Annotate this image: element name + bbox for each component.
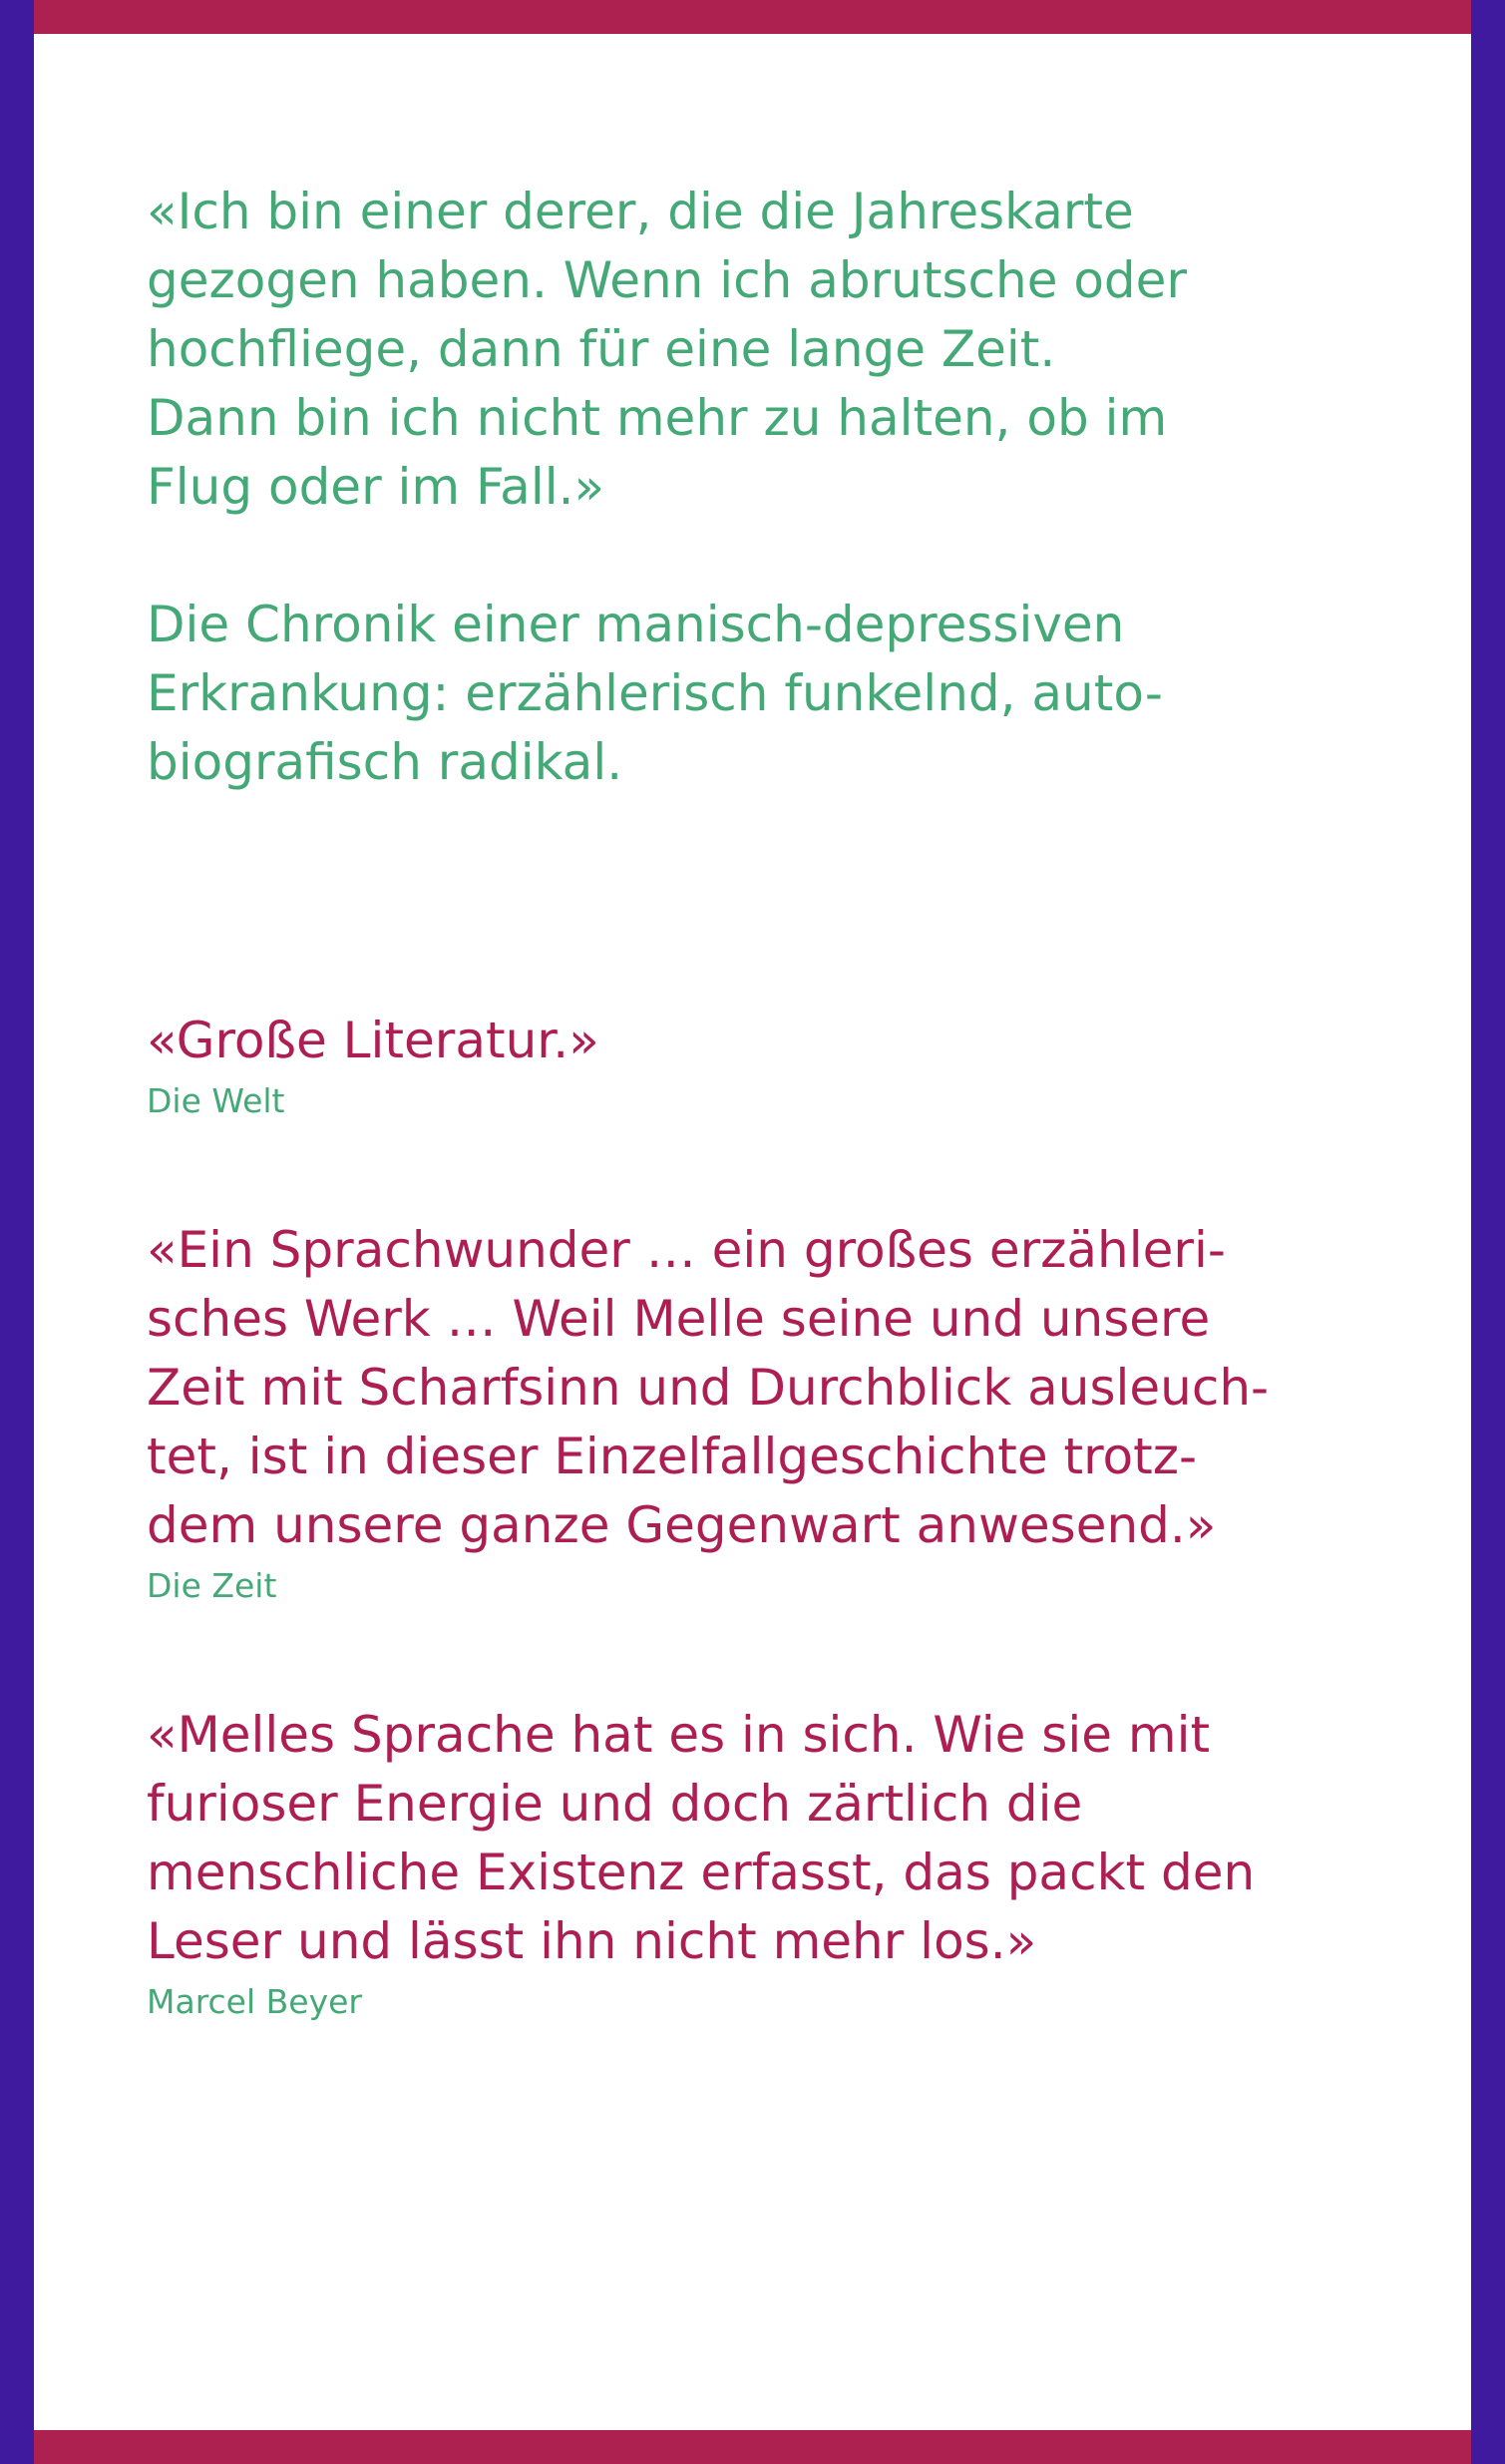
review-die-zeit	[147, 1216, 1383, 1608]
review-marcel-beyer	[147, 1701, 1383, 2024]
review-die-welt	[147, 1007, 1383, 1123]
review-source: Die Zeit	[147, 1566, 277, 1605]
blurb-quote: «Ich bin einer derer, die die Jahreskarte gezogen haben. Wenn ich abrutsche oder hochfliege, dann für eine lange Zeit. Dann bin ich nicht mehr zu halten, ob im Flug oder im Fall.»	[147, 183, 1187, 516]
frame-right-border	[1471, 0, 1505, 2464]
press-reviews	[147, 1007, 1383, 2024]
frame-bottom-border	[34, 2430, 1471, 2464]
frame-top-border	[34, 0, 1471, 34]
review-source: Die Welt	[147, 1081, 285, 1120]
blurb	[147, 178, 1383, 797]
review-quote: «Ein Sprachwunder … ein großes erzähleri- sches Werk … Weil Melle seine und unsere Zeit mit Scharfsinn und Durchblick ausleuch- tet, ist in dieser Einzelfallgeschichte trotz- dem unsere ganze Gegenwart anwesend.»	[147, 1221, 1270, 1554]
blurb-description: Die Chronik einer manisch-depressiven Erkrankung: erzählerisch funkelnd, auto- biografisch radikal.	[147, 596, 1163, 791]
review-source: Marcel Beyer	[147, 1982, 362, 2021]
review-quote: «Große Literatur.»	[147, 1012, 599, 1069]
back-cover-content	[147, 178, 1383, 2024]
review-quote: «Melles Sprache hat es in sich. Wie sie mit furioser Energie und doch zärtlich die menschliche Existenz erfasst, das packt den Leser und lässt ihn nicht mehr los.»	[147, 1706, 1256, 1970]
frame-left-border	[0, 0, 34, 2464]
